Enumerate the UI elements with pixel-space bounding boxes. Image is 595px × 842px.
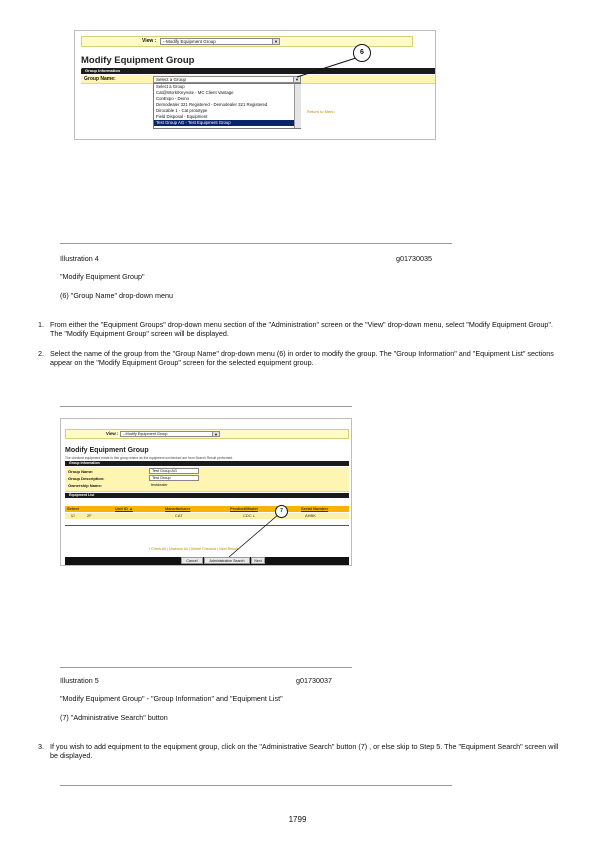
figure-modify-equipment-group: [74, 30, 436, 140]
step-1: [38, 320, 568, 340]
step-2: [38, 349, 568, 379]
column-header[interactable]: Serial Number: [301, 506, 329, 511]
chevron-down-icon[interactable]: ▼: [293, 77, 300, 82]
figure-group-information-equipment-list: [60, 418, 352, 566]
step-text: If you wish to add equipment to the equipment group, click on the "Administrative Search" button (7) , or else skip to Step 5. The "Equipment Search" screen will be displayed.: [50, 742, 559, 761]
dropdown-option[interactable]: Select a Group: [156, 84, 185, 89]
chevron-down-icon[interactable]: ▼: [272, 39, 279, 44]
table-cell: CAT: [175, 513, 183, 518]
illustration-caption: "Modify Equipment Group" - "Group Information" and "Equipment List": [60, 694, 283, 703]
callout-7: 7: [275, 505, 288, 518]
callout-leader-line: [75, 31, 435, 139]
dropdown-option-selected[interactable]: Test Group AG - Test Equipment Group: [154, 120, 300, 126]
illustration-code: g01730037: [296, 676, 332, 685]
step-number: 3.: [38, 742, 44, 751]
dropdown-option[interactable]: Dirocable 1 - Cat prototype: [156, 108, 208, 113]
section-group-information: Group Information: [65, 461, 349, 466]
table-cell: AHBK: [305, 513, 316, 518]
column-header[interactable]: Product/Model: [230, 506, 258, 511]
cancel-button[interactable]: Cancel: [181, 557, 203, 564]
dropdown-option[interactable]: Demodealer 321 Registered - Demodealer 321 Registered: [156, 102, 268, 107]
table-cell: CDC L: [243, 513, 256, 518]
section-equipment-list: Equipment List: [65, 493, 349, 498]
page-title: Modify Equipment Group: [81, 55, 195, 66]
group-description-field[interactable]: Test Group: [149, 475, 199, 481]
divider: [60, 667, 352, 668]
illustration-caption: "Modify Equipment Group": [60, 272, 145, 281]
dropdown-option[interactable]: ConExpo - Demo: [156, 96, 189, 101]
view-label: View :: [106, 431, 119, 436]
step-text: From either the "Equipment Groups" drop-down menu section of the "Administration" screen or the "View" drop-down menu, select "Modify Equipment Group". The "Modify Equipment Group" screen will be displayed.: [50, 320, 553, 339]
group-name-field[interactable]: Test Group AG: [149, 468, 199, 474]
list-links[interactable]: Ⅰ Check All | Uncheck All | Delete Checked | Next Result: [149, 547, 238, 551]
page-subtitle: The checked equipment exists in this group where as the equipment unchecked are from Search Result performed.: [65, 456, 234, 460]
step-number: 1.: [38, 320, 44, 329]
step-3: [38, 742, 568, 762]
page-number: 1799: [288, 815, 307, 824]
divider: [60, 406, 352, 407]
callout-6: 6: [353, 44, 371, 62]
group-name-label: Group Name:: [84, 76, 116, 82]
divider: [60, 785, 452, 786]
illustration-label: Illustration 5: [60, 676, 99, 685]
field-label: Group Description:: [68, 476, 105, 481]
illustration-legend: (6) "Group Name" drop-down menu: [60, 291, 173, 300]
divider: [60, 243, 452, 244]
side-link[interactable]: Return to Menu: [307, 109, 335, 114]
dropdown-option[interactable]: Field Disposal - Equipment: [156, 114, 208, 119]
view-select-value: --Modify Equipment Group: [123, 432, 168, 436]
administrative-search-button[interactable]: Administrative Search: [204, 557, 250, 564]
column-header[interactable]: Unit ID ▲: [115, 506, 133, 511]
page-title: Modify Equipment Group: [65, 447, 149, 454]
column-header[interactable]: Manufacturer: [165, 506, 191, 511]
step-number: 2.: [38, 349, 44, 358]
row-checkbox[interactable]: ☑: [71, 513, 75, 518]
column-header[interactable]: Select: [67, 506, 79, 511]
illustration-legend: (7) "Administrative Search" button: [60, 713, 168, 722]
ownership-name-value: testdealer: [151, 483, 168, 487]
field-label: Group Name:: [68, 469, 94, 474]
callout-leader-line: [61, 419, 351, 565]
section-group-information: Group Information: [81, 68, 436, 74]
field-label: Ownership Name:: [68, 483, 103, 488]
chevron-down-icon[interactable]: ▼: [212, 432, 219, 436]
view-select-value: --Modify Equipment Group: [163, 39, 216, 44]
dropdown-option[interactable]: Cat@Work/Keynote - MC Client Vantage: [156, 90, 234, 95]
illustration-code: g01730035: [396, 254, 432, 263]
illustration-label: Illustration 4: [60, 254, 99, 263]
view-label: View :: [142, 38, 157, 44]
step-text: Select the name of the group from the "Group Name" drop-down menu (6) in order to modify the group. The "Group Information" and "Equipment List" sections appear on the "Modify Equipment Group" screen for the selected equipment group.: [50, 349, 554, 368]
group-name-select-value: Select a Group: [156, 77, 187, 82]
table-cell: 2F: [87, 513, 92, 518]
next-button[interactable]: Next: [251, 557, 265, 564]
